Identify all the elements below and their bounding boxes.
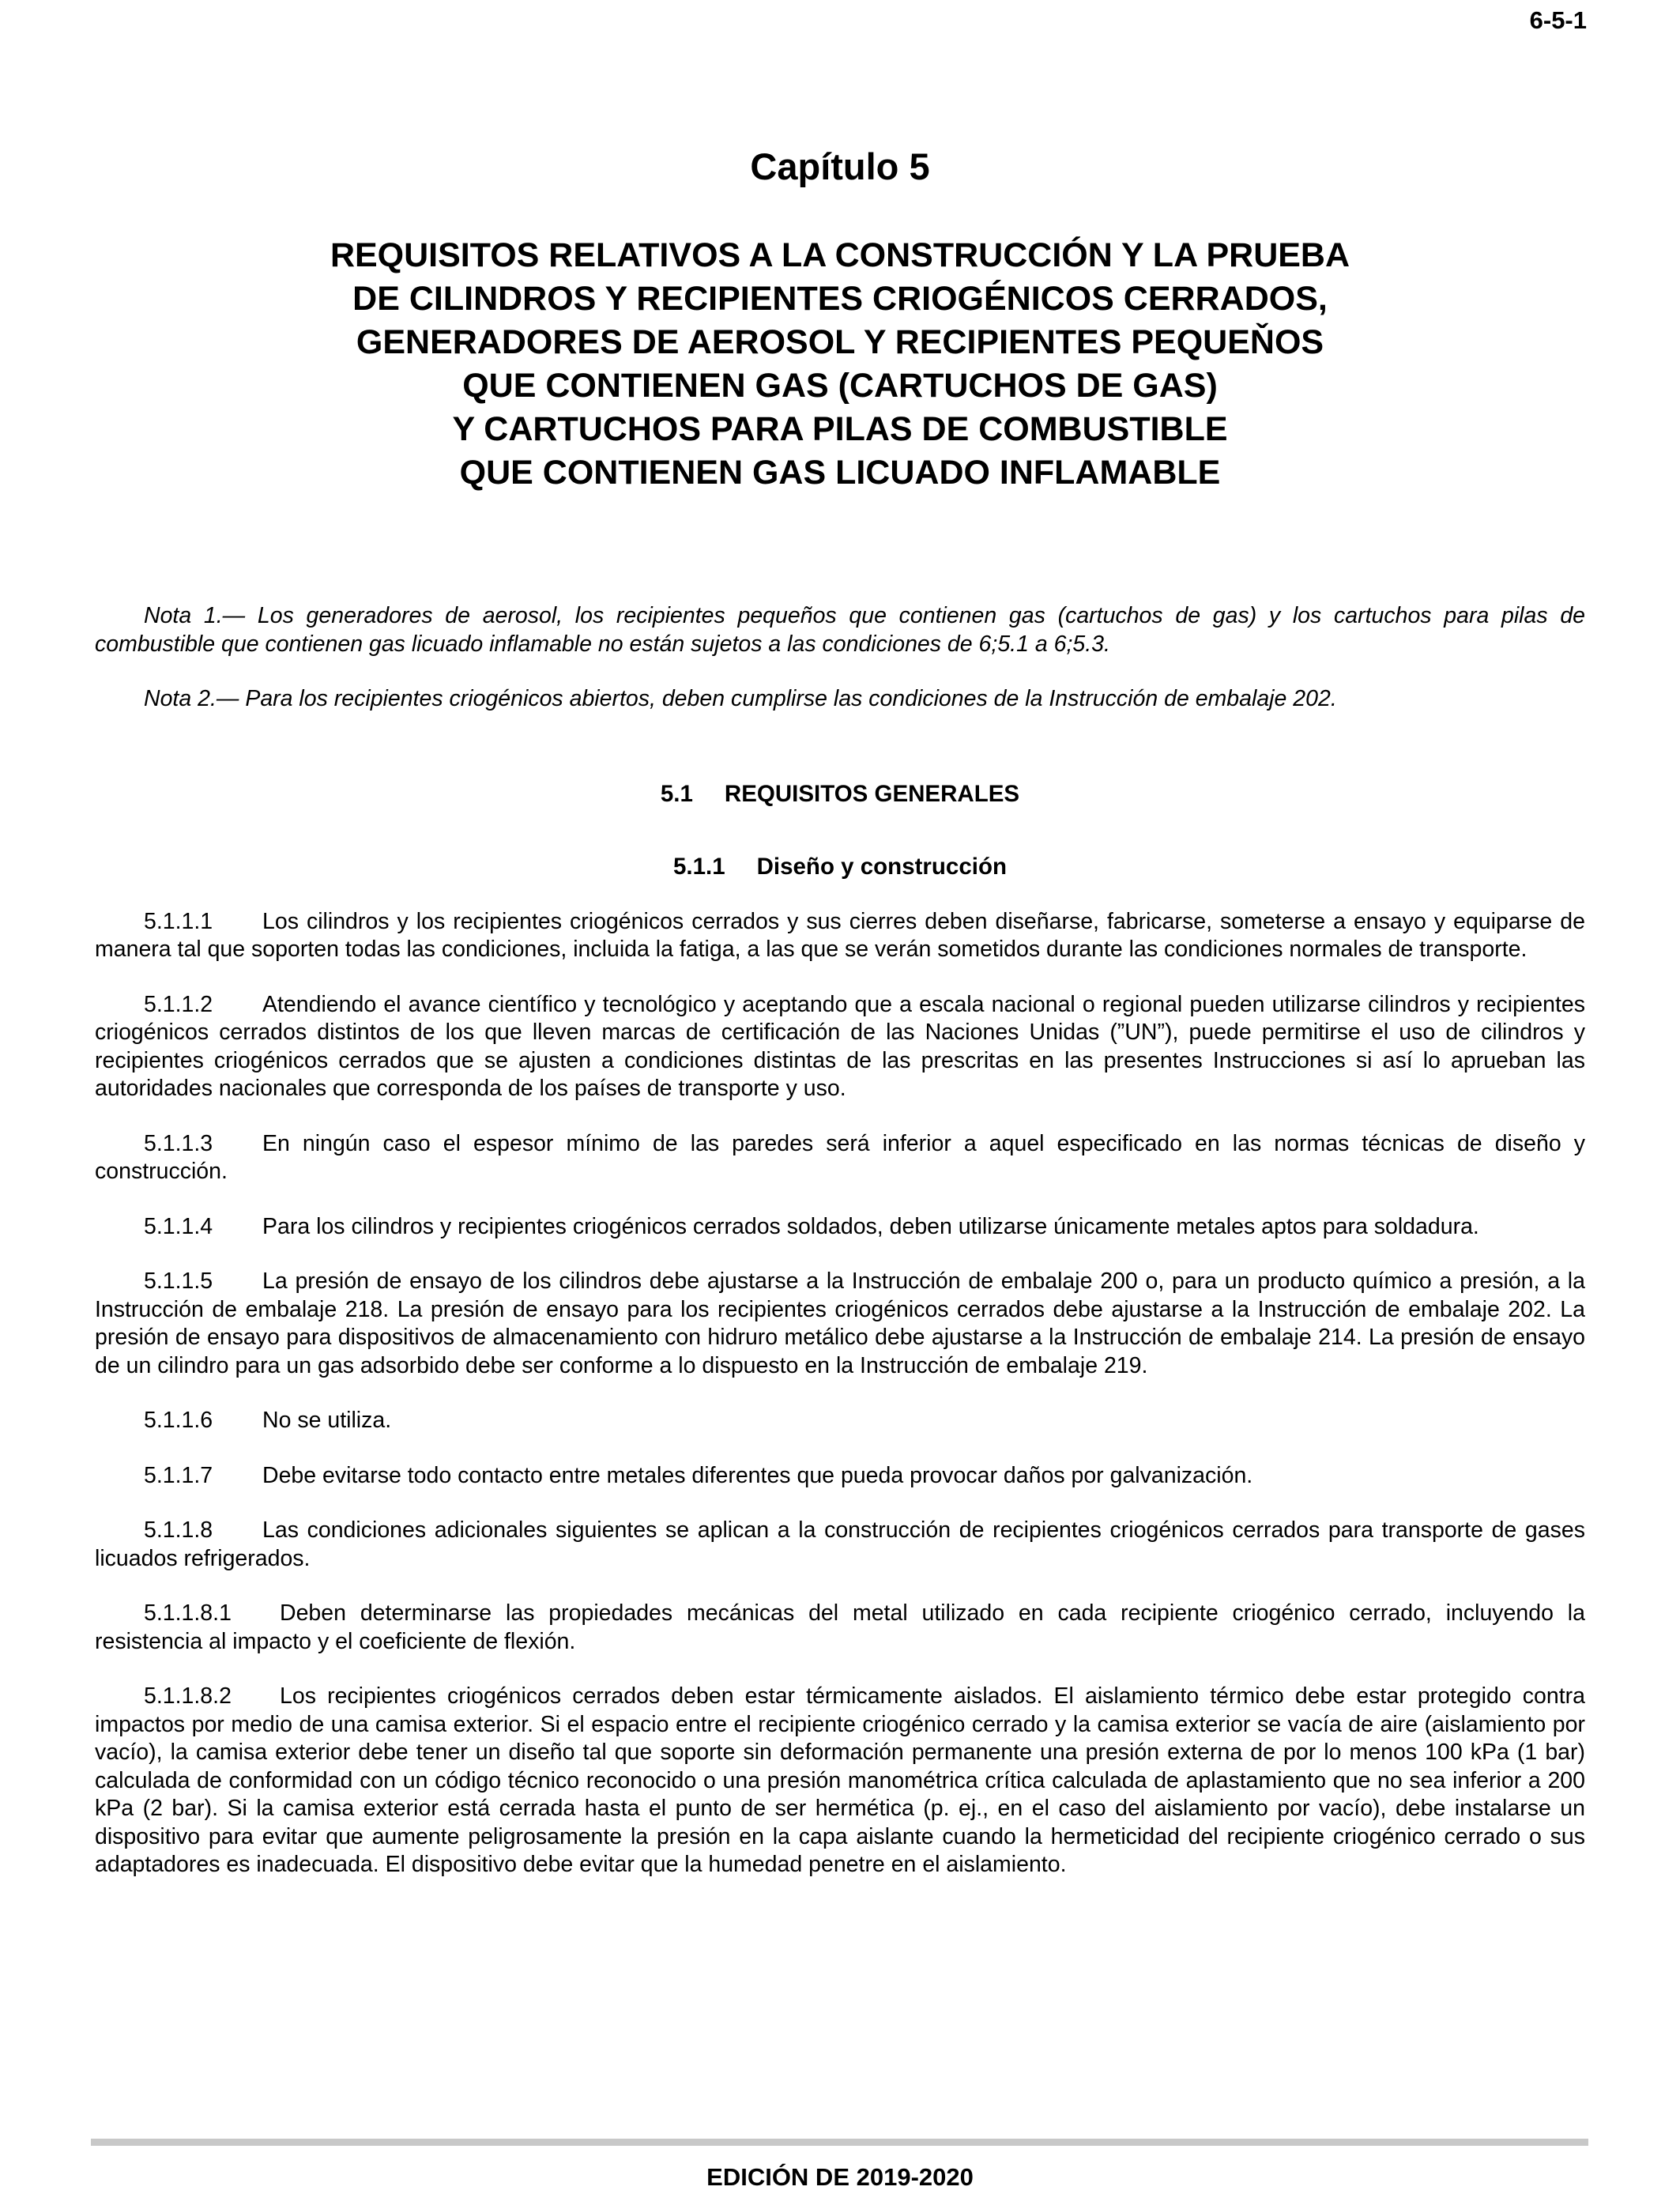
- note-text: Los generadores de aerosol, los recipientes pequeños que contienen gas (cartuchos de gas) y los cartuchos para pilas de combustible que contienen gas licuado inflamable no están sujetos a las condiciones de 6;5.1 a 6;5.3.: [95, 603, 1586, 657]
- paragraph: [95, 1517, 1585, 1573]
- chapter-title: [0, 234, 1680, 495]
- paragraph-text: Debe evitarse todo contacto entre metales diferentes que pueda provocar daños por galvanización.: [262, 1462, 1253, 1488]
- paragraph-number: 5.1.1.4: [144, 1213, 213, 1239]
- paragraph-number: 5.1.1.3: [144, 1130, 213, 1156]
- section-heading: [95, 780, 1585, 809]
- section-title: REQUISITOS GENERALES: [724, 780, 1020, 807]
- paragraph-number: 5.1.1.5: [144, 1269, 213, 1294]
- paragraph: [95, 1600, 1585, 1656]
- paragraph: [95, 991, 1585, 1103]
- title-line: REQUISITOS RELATIVOS A LA CONSTRUCCIÓN Y LA PRUEBA: [330, 236, 1350, 274]
- chapter-label: Capítulo 5: [750, 145, 930, 187]
- paragraph: [95, 1213, 1585, 1242]
- subsection-number: 5.1.1: [672, 854, 725, 880]
- paragraph-text: Los cilindros y los recipientes criogénicos cerrados y sus cierres deben diseñarse, fabricarse, someterse a ensayo y equiparse de manera tal que soporten todas las condiciones, incluida la fatiga, a las que se verán sometidos durante las condiciones normales de transporte.: [95, 908, 1585, 962]
- note-label: Nota 1.—: [144, 603, 246, 628]
- paragraph: [95, 1407, 1585, 1435]
- footer-divider: [91, 2139, 1588, 2146]
- title-line: DE CILINDROS Y RECIPIENTES CRIOGÉNICOS CERRADOS,: [352, 280, 1328, 318]
- paragraph-number: 5.1.1.2: [144, 991, 213, 1017]
- title-line: QUE CONTIENEN GAS (CARTUCHOS DE GAS): [462, 367, 1218, 405]
- paragraph-number: 5.1.1.1: [144, 908, 213, 934]
- note-2: [95, 685, 1585, 714]
- section-number: 5.1: [660, 780, 693, 807]
- subsection-heading: [95, 853, 1585, 881]
- paragraph-number: 5.1.1.6: [144, 1408, 213, 1433]
- paragraph-text: No se utiliza.: [262, 1408, 392, 1433]
- paragraph-number: 5.1.1.8.2: [144, 1683, 232, 1709]
- title-line: GENERADORES DE AEROSOL Y RECIPIENTES PEQUEŇOS: [356, 323, 1324, 361]
- page-number: 6-5-1: [1529, 6, 1587, 34]
- paragraph-number: 5.1.1.7: [144, 1462, 213, 1488]
- note-text: Para los recipientes criogénicos abiertos, deben cumplirse las condiciones de la Instrucción de embalaje 202.: [245, 686, 1337, 711]
- paragraph-text: Para los cilindros y recipientes criogénicos cerrados soldados, deben utilizarse únicamente metales aptos para soldadura.: [262, 1213, 1479, 1239]
- paragraph-text: En ningún caso el espesor mínimo de las paredes será inferior a aquel especificado en las normas técnicas de diseño y construcción.: [95, 1130, 1585, 1184]
- note-label: Nota 2.—: [144, 686, 239, 711]
- footer-edition: EDICIÓN DE 2019-2020: [706, 2163, 974, 2191]
- paragraph-text: Deben determinarse las propiedades mecánicas del metal utilizado en cada recipiente criogénico cerrado, incluyendo la resistencia al impacto y el coeficiente de flexión.: [95, 1600, 1585, 1654]
- paragraph-text: Atendiendo el avance científico y tecnológico y aceptando que a escala nacional o regional pueden utilizarse cilindros y recipientes criogénicos cerrados distintos de los que lleven marcas de certificación de las Naciones Unidas (”UN”), puede permitirse el uso de cilindros y recipientes criogénicos cerrados que se ajusten a condiciones distintas de las prescritas en las presentes Instrucciones si así lo aprueban las autoridades nacionales que corresponda de los países de transporte y uso.: [95, 991, 1585, 1101]
- paragraph-text: La presión de ensayo de los cilindros debe ajustarse a la Instrucción de embalaje 200 o, para un producto químico a presión, a la Instrucción de embalaje 218. La presión de ensayo para los recipientes criogénicos cerrados debe ajustarse a la Instrucción de embalaje 202. La presión de ensayo para dispositivos de almacenamiento con hidruro metálico debe ajustarse a la Instrucción de embalaje 214. La presión de ensayo de un cilindro para un gas adsorbido debe ser conforme a lo dispuesto en la Instrucción de embalaje 219.: [95, 1269, 1585, 1378]
- paragraph: [95, 1268, 1585, 1380]
- subsection-title: Diseño y construcción: [756, 854, 1007, 880]
- paragraph: [95, 1683, 1585, 1879]
- document-body: [95, 602, 1585, 1906]
- title-line: QUE CONTIENEN GAS LICUADO INFLAMABLE: [459, 454, 1221, 492]
- paragraph: [95, 1130, 1585, 1186]
- paragraph-text: Las condiciones adicionales siguientes se aplican a la construcción de recipientes criogénicos cerrados para transporte de gases licuados refrigerados.: [95, 1517, 1585, 1571]
- paragraph-text: Los recipientes criogénicos cerrados deben estar térmicamente aislados. El aislamiento térmico debe estar protegido contra impactos por medio de una camisa exterior. Si el espacio entre el recipiente criogénico cerrado y la camisa exterior se vacía de aire (aislamiento por vacío), la camisa exterior debe tener un diseño tal que soporte sin deformación permanente una presión externa de por lo menos 100 kPa (1 bar) calculada de conformidad con un código técnico reconocido o una presión manométrica crítica calculada de aplastamiento que no sea inferior a 200 kPa (2 bar). Si la camisa exterior está cerrada hasta el punto de ser hermética (p. ej., en el caso del aislamiento por vacío), debe instalarse un dispositivo para evitar que aumente peligrosamente la presión en la capa aislante cuando la hermeticidad del recipiente criogénico cerrado o sus adaptadores es inadecuada. El dispositivo debe evitar que la humedad penetre en el aislamiento.: [95, 1683, 1585, 1877]
- paragraph-number: 5.1.1.8: [144, 1517, 213, 1543]
- title-line: Y CARTUCHOS PARA PILAS DE COMBUSTIBLE: [452, 410, 1228, 448]
- paragraph-number: 5.1.1.8.1: [144, 1600, 232, 1626]
- note-1: [95, 602, 1585, 658]
- paragraph: [95, 1462, 1585, 1491]
- paragraph: [95, 908, 1585, 964]
